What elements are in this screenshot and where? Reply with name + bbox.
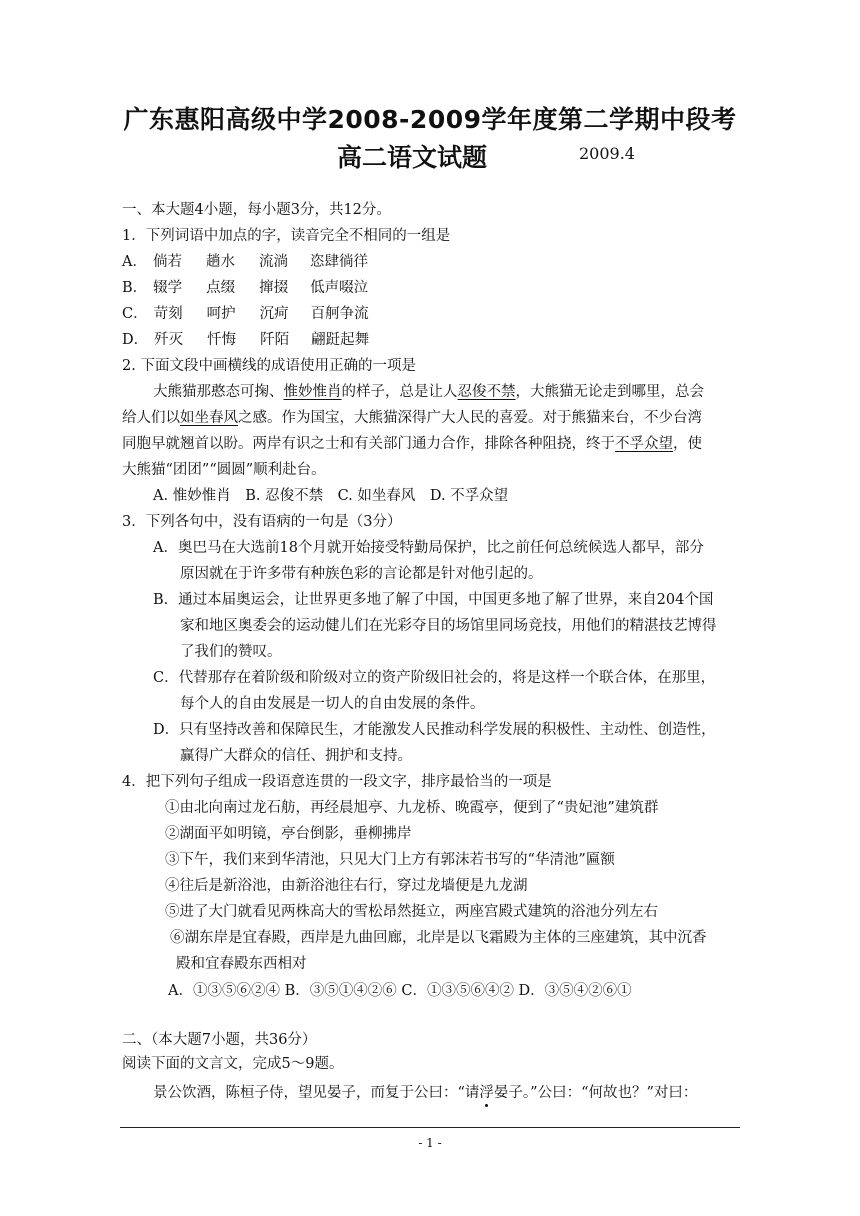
q3-option-d-line-1: D．只有坚持改善和保障民生，才能激发人民推动科学发展的积极性、主动性、创造性， xyxy=(153,722,716,738)
word: 倘若 xyxy=(152,254,182,270)
q4-sentence-6-line-1: ⑥湖东岸是宜春殿，西岸是九曲回廊，北岸是以飞霜殿为主体的三座建筑，其中沉香 xyxy=(170,930,707,946)
exam-subtitle-row xyxy=(0,138,860,172)
part2-heading: 二、（本大题7小题，共36分） xyxy=(122,1032,317,1048)
q4-sentence-1: ①由北向南过龙石舫，再经晨旭亭、九龙桥、晚霞亭，便到了“贵妃池”建筑群 xyxy=(165,800,659,816)
classical-text-line-1 xyxy=(153,1083,697,1103)
q4-sentence-5: ⑤进了大门就看见两株高大的雪松昂然挺立，两座宫殿式建筑的浴池分列左右 xyxy=(165,904,658,920)
q1-option-d xyxy=(122,330,369,350)
q3-option-b-line-2: 家和地区奥委会的运动健儿们在光彩夺目的场馆里同场竞技，用他们的精湛技艺博得 xyxy=(180,618,717,634)
word: 百舸争流 xyxy=(310,306,369,322)
passage-text: 同胞早就翘首以盼。两岸有识之士和有关部门通力合作，排除各种阻挠，终于 xyxy=(122,436,615,452)
q1-option-b xyxy=(122,278,368,298)
word: 沉疴 xyxy=(259,306,289,322)
word: 撺掇 xyxy=(259,280,289,296)
underlined-idiom: 惟妙惟肖 xyxy=(283,384,342,400)
underlined-idiom: 忍俊不禁 xyxy=(457,384,516,400)
word: 呵护 xyxy=(206,306,236,322)
underlined-idiom: 不孚众望 xyxy=(615,436,673,452)
word: 歼灭 xyxy=(154,332,184,348)
passage-text: 景公饮酒，陈桓子侍，望见晏子，而复于公曰：“请 xyxy=(153,1085,480,1101)
q4-sentence-3: ③下午，我们来到华清池，只见大门上方有郭沫若书写的“华清池”匾额 xyxy=(165,852,615,868)
exam-title: 广东惠阳高级中学2008-2009学年度第二学期中段考 xyxy=(123,105,737,134)
option-letter: B． xyxy=(122,280,148,296)
q2-passage-line-1 xyxy=(153,382,704,402)
q1-option-a xyxy=(122,252,368,272)
word: 恣肆徜徉 xyxy=(309,254,368,270)
option-letter: D． xyxy=(122,332,149,348)
word: 阡陌 xyxy=(260,332,290,348)
q4-sentence-6-line-2: 殿和宜春殿东西相对 xyxy=(176,956,307,972)
q1-option-c xyxy=(122,304,369,324)
passage-text: 给人们以 xyxy=(122,410,180,426)
word: 苛刻 xyxy=(153,306,183,322)
page-number: - 1 - xyxy=(418,1136,442,1150)
passage-text: 大熊猫那憨态可掬、 xyxy=(153,384,284,400)
q4-sentence-4: ④往后是新浴池，由新浴池往右行，穿过龙墙便是九龙湖 xyxy=(165,878,528,894)
underlined-idiom: 如坐春风 xyxy=(180,410,238,426)
q3-option-b-line-1: B．通过本届奥运会，让世界更多地了解了中国，中国更多地了解了世界，来自204个国 xyxy=(153,592,714,608)
word: 忏悔 xyxy=(207,332,237,348)
word: 点缀 xyxy=(206,280,236,296)
passage-text: ，使 xyxy=(673,436,702,452)
exam-subtitle: 高二语文试题 xyxy=(337,143,488,172)
q2-options: A. 惟妙惟肖 B. 忍俊不禁 C. 如坐春风 D. 不孚众望 xyxy=(153,488,509,504)
q1-stem: 1．下列词语中加点的字，读音完全不相同的一组是 xyxy=(122,228,451,244)
part2-instruction: 阅读下面的文言文，完成5～9题。 xyxy=(122,1056,344,1072)
word: 翩跹起舞 xyxy=(311,332,370,348)
footer-rule xyxy=(120,1127,740,1128)
dotted-character: 浮 xyxy=(479,1085,494,1101)
passage-text: 晏子。”公曰：“何故也？”对曰： xyxy=(493,1085,698,1101)
passage-text: ，大熊猫无论走到哪里，总会 xyxy=(515,384,704,400)
q3-option-c-line-2: 每个人的自由发展是一切人的自由发展的条件。 xyxy=(180,696,485,712)
q2-stem: 2. 下面文段中画横线的成语使用正确的一项是 xyxy=(122,358,416,374)
q3-option-a-line-1: A．奥巴马在大选前18个月就开始接受特勤局保护，比之前任何总统候选人都早，部分 xyxy=(153,540,704,556)
word: 趟水 xyxy=(205,254,235,270)
option-letter: C． xyxy=(122,306,148,322)
passage-text: 的样子，总是让人 xyxy=(341,384,458,400)
q4-stem: 4．把下列句子组成一段语意连贯的一段文字，排序最恰当的一项是 xyxy=(122,774,552,790)
q4-sentence-2: ②湖面平如明镜，亭台倒影，垂柳拂岸 xyxy=(165,826,412,842)
q3-option-c-line-1: C．代替那存在着阶级和阶级对立的资产阶级旧社会的，将是这样一个联合体，在那里， xyxy=(153,670,716,686)
q4-options: A．①③⑤⑥②④ B．③⑤①④②⑥ C．①③⑤⑥④② D．③⑤④②⑥① xyxy=(168,983,632,999)
word: 辍学 xyxy=(153,280,183,296)
word: 低声啜泣 xyxy=(310,280,369,296)
q2-passage-line-3 xyxy=(122,434,702,454)
q3-stem: 3．下列各句中，没有语病的一句是（3分） xyxy=(122,514,402,530)
q2-passage-line-4: 大熊猫“团团”“圆圆”顺利赴台。 xyxy=(122,462,326,478)
option-letter: A． xyxy=(122,254,147,270)
q3-option-b-line-3: 了我们的赞叹。 xyxy=(180,644,282,660)
word: 流淌 xyxy=(258,254,288,270)
exam-date: 2009.4 xyxy=(579,144,635,163)
passage-text: 之感。作为国宝，大熊猫深得广大人民的喜爱。对于熊猫来台，不少台湾 xyxy=(238,410,702,426)
q2-passage-line-2 xyxy=(122,408,702,428)
q3-option-a-line-2: 原因就在于许多带有种族色彩的言论都是针对他引起的。 xyxy=(180,566,543,582)
part1-heading: 一、本大题4小题，每小题3分，共12分。 xyxy=(122,202,391,218)
q3-option-d-line-2: 赢得广大群众的信任、拥护和支持。 xyxy=(180,748,412,764)
